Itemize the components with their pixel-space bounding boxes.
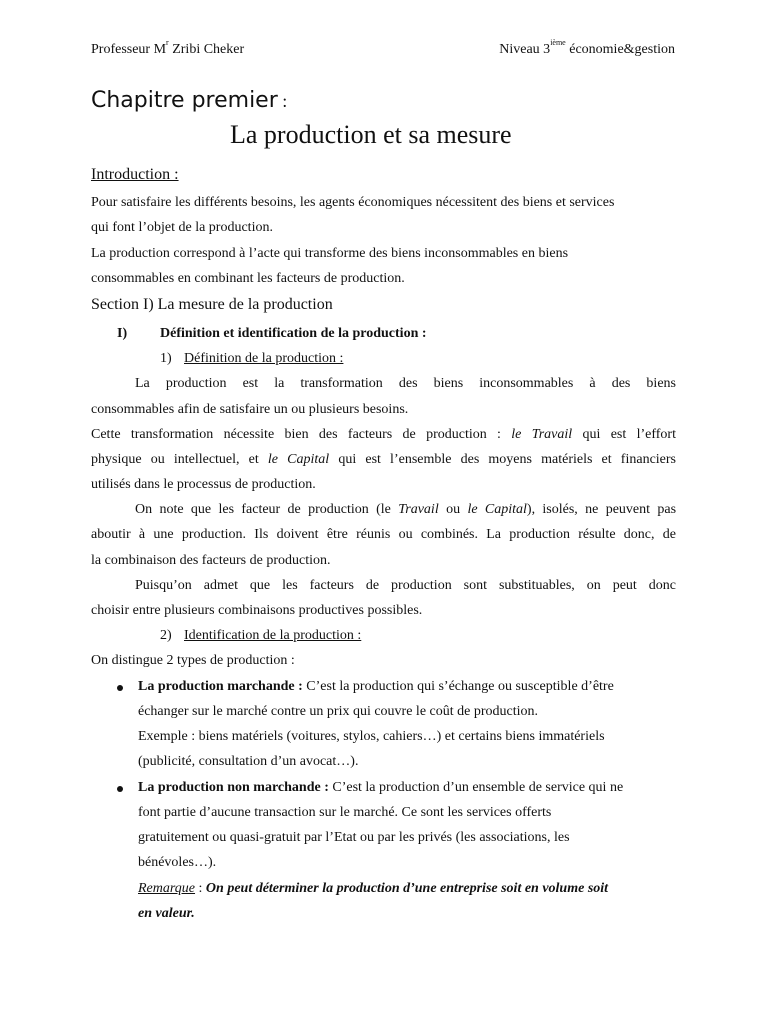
bullet-icon [117, 685, 123, 691]
intro-heading: Introduction : [91, 166, 179, 183]
bullet-2-line-2: font partie d’aucune transaction sur le marché. Ce sont les services offerts [138, 805, 552, 820]
paragraph-3-line-3: la combinaison des facteurs de production. [91, 553, 331, 568]
paragraph-3-line-2: aboutir à une production. Ils doivent être réunis ou combinés. La production résulte donc, de [91, 527, 676, 542]
page-title: La production et sa mesure [230, 120, 512, 149]
part-number: I) [117, 326, 128, 341]
bullet-2-line-1: La production non marchande : C’est la production d’un ensemble de service qui ne [138, 780, 624, 795]
intro-line-2: qui font l’objet de la production. [91, 220, 273, 235]
intro-line-1: Pour satisfaire les différents besoins, les agents économiques nécessitent des biens et services [91, 195, 615, 210]
paragraph-1-line-1: La production est la transformation des biens inconsommables à des biens [135, 376, 676, 391]
part-title: Définition et identification de la production : [160, 326, 427, 341]
paragraph-2-line-3: utilisés dans le processus de production. [91, 477, 316, 492]
intro-line-3: La production correspond à l’acte qui transforme des biens inconsommables en biens [91, 246, 569, 261]
bullet-icon [117, 786, 123, 792]
subsection-1-number: 1) [160, 351, 172, 366]
paragraph-2-line-1: Cette transformation nécessite bien des facteurs de production : le Travail qui est l’effort [91, 427, 676, 442]
section-heading: Section I) La mesure de la production [91, 296, 333, 313]
paragraph-3-line-1: On note que les facteur de production (le Travail ou le Capital), isolés, ne peuvent pas [135, 502, 677, 517]
bullet-1-line-1: La production marchande : C’est la production qui s’échange ou susceptible d’être [138, 679, 614, 694]
bullet-2-line-3: gratuitement ou quasi-gratuit par l’Etat ou par les privés (les associations, les [138, 830, 570, 845]
paragraph-4-line-2: choisir entre plusieurs combinaisons productives possibles. [91, 603, 423, 618]
bullet-1-line-4: (publicité, consultation d’un avocat…). [138, 754, 359, 769]
remark-label: Remarque [138, 881, 196, 896]
remark-line-1: Remarque : On peut déterminer la production d’une entreprise soit en volume soit [138, 881, 609, 896]
paragraph-2-line-2: physique ou intellectuel, et le Capital qui est l’ensemble des moyens matériels et financiers [91, 452, 676, 467]
types-intro: On distingue 2 types de production : [91, 653, 295, 668]
chapter-label: Chapitre premier : [91, 88, 288, 113]
subsection-2-number: 2) [160, 628, 172, 643]
class-level: Niveau 3ième économie&gestion [499, 38, 675, 57]
paragraph-4-line-1: Puisqu’on admet que les facteurs de production sont substituables, on peut donc [135, 578, 676, 593]
professor-name: Professeur $M^r$ Zribi Cheker [91, 38, 245, 57]
page-header [91, 38, 675, 62]
bullet-1-line-3: Exemple : biens matériels (voitures, stylos, cahiers…) et certains biens immatériels [138, 729, 605, 744]
subsection-2-title: Identification de la production : [184, 628, 362, 643]
remark-line-2: en valeur. [138, 906, 195, 921]
subsection-1-title: Définition de la production : [184, 351, 344, 366]
paragraph-1-line-2: consommables afin de satisfaire un ou plusieurs besoins. [91, 402, 409, 417]
intro-line-4: consommables en combinant les facteurs de production. [91, 271, 405, 286]
bullet-2-line-4: bénévoles…). [138, 855, 217, 870]
bullet-1-line-2: échanger sur le marché contre un prix qui couvre le coût de production. [138, 704, 539, 719]
